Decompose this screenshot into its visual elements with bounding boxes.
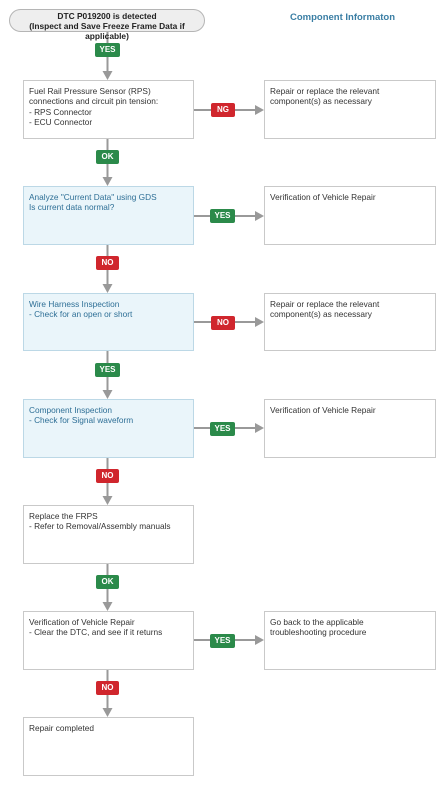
step-1-line-4: - ECU Connector [29,117,93,128]
side-arrowhead [255,105,264,115]
start-node-dtc-detected [9,9,205,41]
down-arrowhead [103,390,113,399]
step-1-line-3: - RPS Connector [29,106,92,117]
no-badge-2: NO [96,469,119,483]
result-3-line-2: component(s) as necessary [270,309,372,320]
step-1-line-2: connections and circuit pin tension: [29,96,159,107]
step-check-rps-connections [23,80,194,139]
yes-badge-side-1: YES [210,209,235,223]
ok-badge-1: OK [96,150,119,164]
step-2-line-2: Is current data normal? [29,202,115,213]
step-4-line-2: - Check for Signal waveform [29,415,134,426]
side-arrowhead [255,317,264,327]
ng-badge-1: NG [211,103,235,117]
step-7-line-1: Repair completed [29,723,95,733]
result-3-line-1: Repair or replace the relevant [270,299,380,309]
result-repair-or-replace-1 [264,80,436,139]
step-repair-completed [23,717,194,776]
result-1-line-2: component(s) as necessary [270,96,372,107]
step-verify-vehicle-repair [23,611,194,670]
down-arrowhead [103,708,113,717]
result-2-line-1: Verification of Vehicle Repair [270,192,376,202]
ok-badge-2: OK [96,575,119,589]
down-arrowhead [103,496,113,505]
step-analyze-current-data [23,186,194,245]
no-badge-side-1: NO [211,316,235,330]
result-5-line-1: Go back to the applicable [270,617,364,627]
step-wire-harness-inspection [23,293,194,351]
start-node-line-2: (Inspect and Save Freeze Frame Data if applicable) [29,21,185,41]
step-6-line-1: Verification of Vehicle Repair [29,617,135,627]
step-4-line-1: Component Inspection [29,405,113,415]
yes-badge-side-2: YES [210,422,235,436]
result-5-line-2: troubleshooting procedure [270,627,367,638]
yes-badge-side-3: YES [210,634,235,648]
step-replace-frps [23,505,194,564]
side-arrowhead [255,635,264,645]
result-verification-2 [264,399,436,458]
result-repair-or-replace-2 [264,293,436,351]
yes-badge-2: YES [95,363,120,377]
step-component-inspection [23,399,194,458]
result-1-line-1: Repair or replace the relevant [270,86,380,96]
down-arrowhead [103,602,113,611]
down-arrowhead [103,177,113,186]
yes-badge-start: YES [95,43,120,57]
step-3-line-1: Wire Harness Inspection [29,299,120,309]
component-information-header: Component Informaton [289,12,395,23]
side-arrowhead [255,211,264,221]
start-node-line-1: DTC P019200 is detected [57,11,157,21]
down-arrowhead [103,284,113,293]
result-4-line-1: Verification of Vehicle Repair [270,405,376,415]
down-arrowhead [103,71,113,80]
no-badge-3: NO [96,681,119,695]
step-5-line-2: - Refer to Removal/Assembly manuals [29,521,171,532]
step-3-line-2: - Check for an open or short [29,309,133,320]
step-2-line-1: Analyze "Current Data" using GDS [29,192,157,202]
result-go-back-troubleshooting [264,611,436,670]
no-badge-1: NO [96,256,119,270]
side-arrowhead [255,423,264,433]
step-5-line-1: Replace the FRPS [29,511,98,521]
result-verification-1 [264,186,436,245]
step-6-line-2: - Clear the DTC, and see if it returns [29,627,163,638]
step-1-line-1: Fuel Rail Pressure Sensor (RPS) [29,86,151,96]
